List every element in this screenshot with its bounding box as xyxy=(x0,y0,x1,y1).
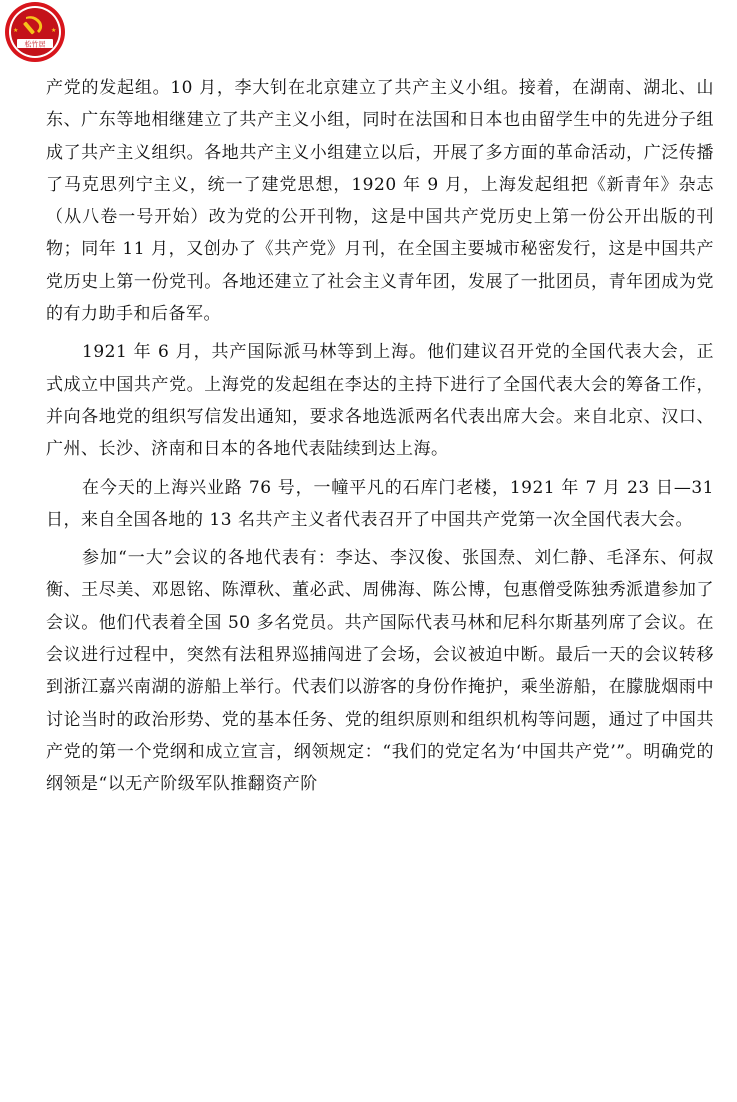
emblem-logo xyxy=(3,0,67,64)
logo-text: 松竹居 xyxy=(24,40,46,49)
party-emblem-icon xyxy=(3,0,67,64)
paragraph: 1921 年 6 月，共产国际派马林等到上海。他们建议召开党的全国代表大会，正式成立中国共产党。上海党的发起组在李达的主持下进行了全国代表大会的筹备工作，并向各地党的组织写信发出通知，要求各地选派两名代表出席大会。来自北京、汉口、广州、长沙、济南和日本的各地代表陆续到达上海。 xyxy=(46,342,714,460)
paragraph: 在今天的上海兴业路 76 号，一幢平凡的石库门老楼，1921 年 7 月 23 日—31 日，来自全国各地的 13 名共产主义者代表召开了中国共产党第一次全国代表大会。 xyxy=(46,477,714,530)
star-icon: ★ xyxy=(13,27,19,34)
paragraph: 参加“一大”会议的各地代表有：李达、李汉俊、张国焘、刘仁静、毛泽东、何叔衡、王尽美、邓恩铭、陈潭秋、董必武、周佛海、陈公博，包惠僧受陈独秀派遣参加了会议。他们代表着全国 50 多名党员。共产国际代表马林和尼科尔斯基列席了会议。在会议进行过程中，突然有法租界巡捕闯进了会场，会议被迫中断。最后一天的会议转移到浙江嘉兴南湖的游船上举行。代表们以游客的身份作掩护，乘坐游船，在朦胧烟雨中讨论当时的政治形势、党的基本任务、党的组织原则和组织机构等问题，通过了中国共产党的第一个党纲和成立宣言，纲领规定：“我们的党定名为‘中国共产党’”。明确党的纲领是“以无产阶级军队推翻资产阶 xyxy=(46,548,714,795)
paragraph: 产党的发起组。10 月，李大钊在北京建立了共产主义小组。接着，在湖南、湖北、山东、广东等地相继建立了共产主义小组，同时在法国和日本也由留学生中的先进分子组成了共产主义组织。各地共产主义小组建立以后，开展了多方面的革命活动，广泛传播了马克思列宁主义，统一了建党思想，1920 年 9 月，上海发起组把《新青年》杂志（从八卷一号开始）改为党的公开刊物，这是中国共产党历史上第一份公开出版的刊物；同年 11 月，又创办了《共产党》月刊，在全国主要城市秘密发行，这是中国共产党历史上第一份党刊。各地还建立了社会主义青年团，发展了一批团员，青年团成为党的有力助手和后备军。 xyxy=(46,78,714,325)
star-icon: ★ xyxy=(51,27,57,34)
document-body xyxy=(46,72,714,801)
